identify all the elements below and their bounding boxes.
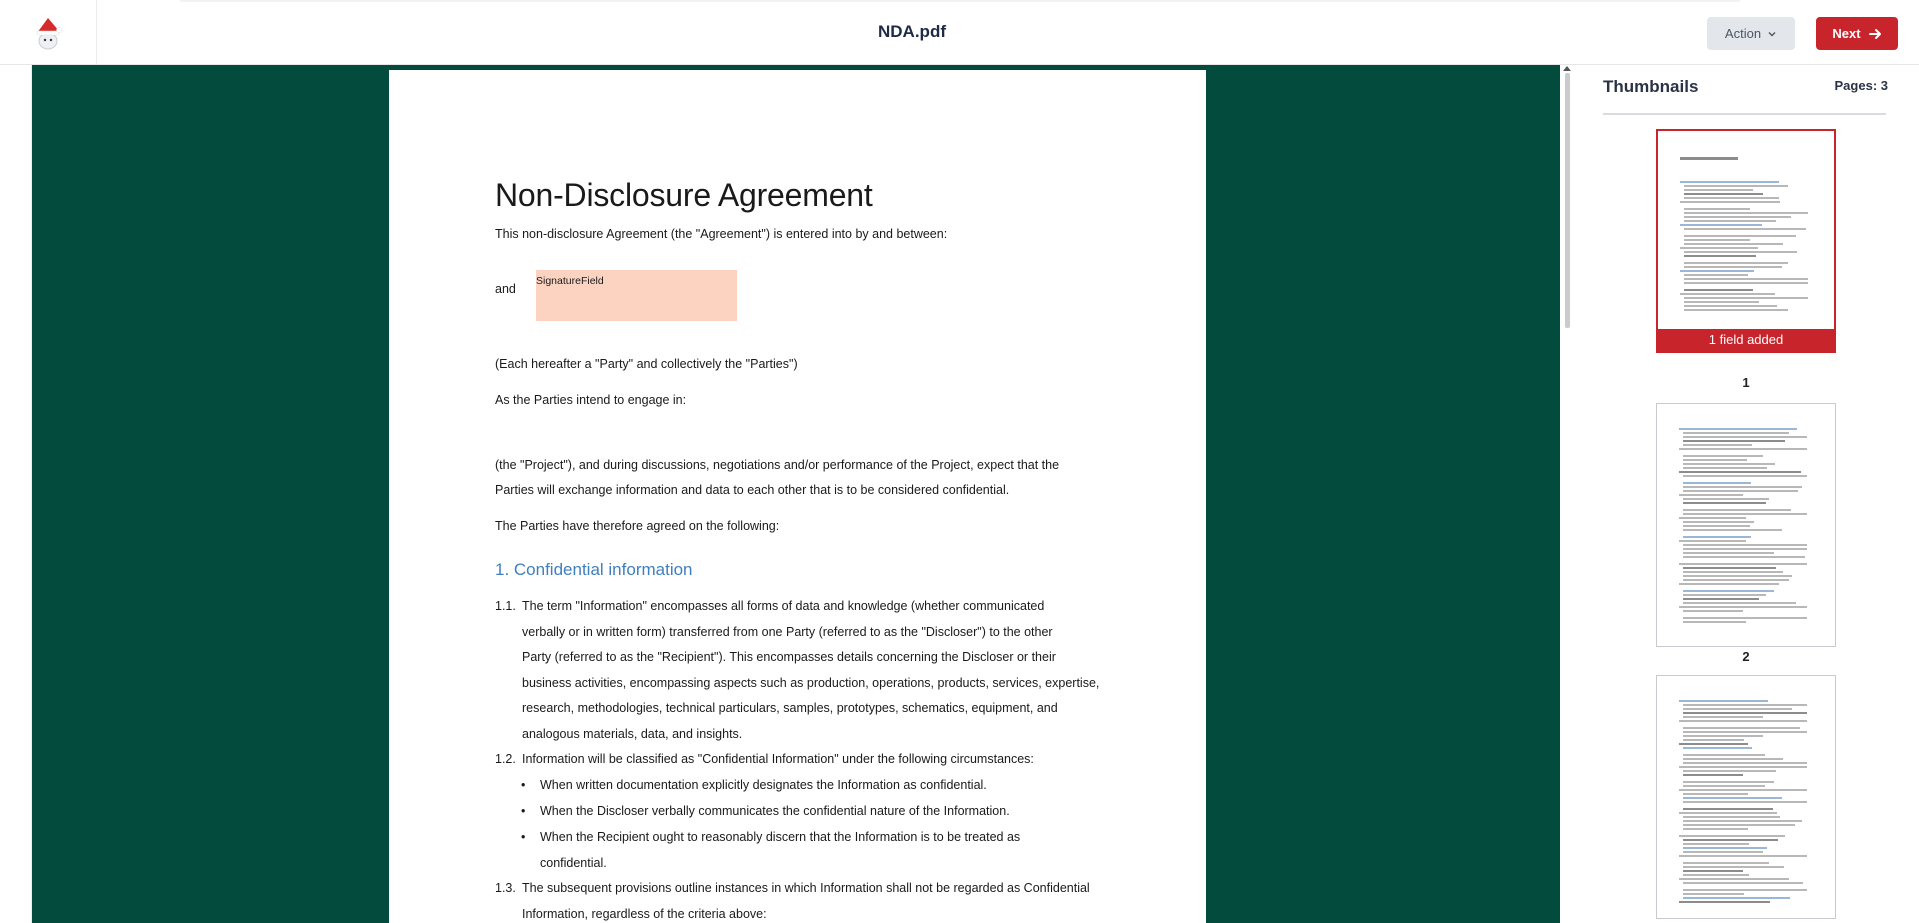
thumbnail-text-line — [1683, 727, 1800, 729]
thumbnail-text-line — [1683, 432, 1789, 434]
thumbnail-text-line — [1683, 444, 1752, 446]
thumbnail-text-line — [1683, 770, 1776, 772]
thumbnail-text-line — [1683, 758, 1783, 760]
thumbnail-text-line — [1683, 440, 1785, 442]
thumbnail-text-line — [1683, 716, 1763, 718]
page-count: Pages: 3 — [1834, 78, 1888, 93]
thumbnail-text-line — [1684, 228, 1806, 230]
thumbnail-text-line — [1679, 789, 1807, 791]
thumbnail-text-line — [1684, 289, 1753, 291]
thumbnail-text-line — [1684, 266, 1782, 268]
thumbnail-text-line — [1683, 847, 1767, 849]
thumbnail-text-line — [1679, 494, 1743, 496]
next-label: Next — [1832, 26, 1861, 41]
clause-1-1-line: The term "Information" encompasses all forms of data and knowledge (whether communicated — [522, 599, 1045, 613]
thumbnail-text-line — [1683, 735, 1763, 737]
thumbnail-text-line — [1683, 704, 1807, 706]
thumbnail-text-line — [1683, 816, 1780, 818]
thumbnail-text-line — [1679, 812, 1777, 814]
thumbnail-text-line — [1683, 548, 1807, 550]
bullet-dot: • — [521, 778, 526, 792]
thumbnail-text-line — [1683, 590, 1774, 592]
thumbnail-text-line — [1683, 874, 1749, 876]
thumbnail-text-line — [1683, 459, 1747, 461]
thumbnail-text-line — [1679, 583, 1779, 585]
thumbnail-text-line — [1684, 278, 1808, 280]
thumbnail-text-line — [1683, 843, 1749, 845]
thumbnail-text-line — [1683, 870, 1743, 872]
thumbnail-text-line — [1684, 282, 1808, 284]
left-gutter — [0, 65, 32, 923]
thumbnail-text-line — [1679, 835, 1785, 837]
section-heading-confidential: 1. Confidential information — [495, 560, 693, 579]
thumbnail-label: 1 — [1742, 375, 1750, 390]
clause-number: 1.2. — [495, 752, 516, 766]
thumbnail-text-line — [1683, 797, 1782, 799]
thumbnail-text-line — [1679, 471, 1801, 473]
thumbnail-text-line — [1684, 239, 1750, 241]
thumbnail-text-line — [1683, 893, 1744, 895]
arrow-right-icon — [1869, 28, 1882, 40]
thumbnail-text-line — [1680, 247, 1758, 249]
thumbnail-text-line — [1683, 502, 1766, 504]
thumbnail-text-line — [1683, 708, 1792, 710]
thumbnail-text-line — [1683, 762, 1807, 764]
thumbnail-text-line — [1679, 720, 1807, 722]
thumbnail-text-line — [1683, 754, 1765, 756]
clause-1-3-line: Information, regardless of the criteria above: — [522, 906, 767, 921]
thumbnail-text-line — [1684, 216, 1791, 218]
action-label: Action — [1724, 26, 1762, 41]
thumbnail-text-line — [1680, 224, 1762, 226]
thumbnail-text-line — [1684, 220, 1776, 222]
field-added-badge: 1 field added — [1658, 329, 1834, 351]
clause-1-1-line: analogous materials, data, and insights. — [522, 726, 743, 741]
thumbnail-text-line — [1680, 181, 1779, 183]
thumbnail-text-line — [1683, 820, 1802, 822]
thumbnail-text-line — [1683, 598, 1759, 600]
thumbnail-text-line — [1683, 513, 1807, 515]
next-button[interactable] — [1816, 17, 1898, 50]
thumbnail-text-line — [1683, 897, 1790, 899]
thumbnail-text-line — [1683, 781, 1774, 783]
clause-1-1-line: Party (referred to as the "Recipient"). This encompasses details concerning the Discloser or their — [522, 650, 1056, 664]
thumbnail-text-line — [1683, 467, 1767, 469]
chevron-down-icon — [1767, 29, 1777, 39]
clause-1-1-line: business activities, encompassing aspects such as production, operations, products, services, expertise, — [522, 675, 1100, 690]
thumbnail-text-line — [1683, 808, 1773, 810]
thumbnail-text-line — [1684, 301, 1759, 303]
thumbnail-text-line — [1684, 185, 1788, 187]
thumbnail-text-line — [1683, 567, 1776, 569]
thumbnail-text-line — [1683, 521, 1754, 523]
thumbnail-text-line — [1684, 208, 1750, 210]
thumbnail-text-line — [1683, 571, 1783, 573]
thumbnail-text-line — [1684, 309, 1788, 311]
thumbnail-text-line — [1683, 463, 1775, 465]
clause-1-2-bullet: When the Recipient ought to reasonably discern that the Information is to be treated as — [540, 830, 1021, 844]
thumbnail-text-line — [1683, 617, 1807, 619]
thumbnail-text-line — [1683, 712, 1807, 714]
thumbnail-text-line — [1683, 828, 1748, 830]
agreed-paragraph: The Parties have therefore agreed on the following: — [495, 519, 780, 533]
signature-field[interactable] — [536, 270, 737, 321]
clause-number: 1.1. — [495, 599, 516, 613]
document-viewer[interactable] — [32, 65, 1574, 923]
clause-1-2-bullet: When the Discloser verbally communicates the confidential nature of the Information. — [540, 804, 1010, 818]
thumbnail-text-line — [1684, 189, 1753, 191]
scroll-up-arrow-icon[interactable] — [1563, 66, 1571, 71]
project-line-1: (the "Project"), and during discussions, negotiations and/or performance of the Project, expect that the — [495, 458, 1060, 472]
thumbnail-label: 2 — [1742, 649, 1750, 664]
thumbnail-text-line — [1683, 575, 1792, 577]
parties-paragraph: (Each hereafter a "Party" and collectively the "Parties") — [495, 357, 798, 371]
thumbnail-text-line — [1683, 882, 1803, 884]
thumbnail-text-line — [1683, 436, 1807, 438]
thumbnail-text-line — [1683, 851, 1763, 853]
thumbnail-text-line — [1683, 486, 1802, 488]
thumbnail-text-line — [1679, 563, 1807, 565]
thumbnail-text-line — [1679, 517, 1746, 519]
thumbnail-page-3[interactable] — [1656, 675, 1836, 919]
thumbnail-text-line — [1683, 866, 1784, 868]
thumbnail-text-line — [1683, 498, 1769, 500]
thumbnail-text-line — [1683, 621, 1746, 623]
thumbnail-text-line — [1679, 448, 1807, 450]
thumbnail-text-line — [1683, 509, 1791, 511]
thumbnail-text-line — [1679, 606, 1807, 608]
thumbnail-text-line — [1683, 602, 1796, 604]
clause-1-2-bullet-cont: confidential. — [540, 855, 607, 870]
thumbnail-text-line — [1679, 901, 1770, 903]
thumbnail-text-line — [1684, 262, 1788, 264]
thumbnail-text-line — [1683, 455, 1763, 457]
thumbnail-text-line — [1679, 878, 1789, 880]
thumbnail-text-line — [1683, 536, 1751, 538]
thumbnail-text-line — [1683, 739, 1744, 741]
thumbnail-text-line — [1684, 305, 1777, 307]
signature-field-label: SignatureField — [536, 275, 604, 287]
thumbnail-text-line — [1683, 475, 1807, 477]
thumbnails-title: Thumbnails — [1603, 77, 1699, 96]
thumbnails-sidebar — [1574, 65, 1919, 923]
thumbnail-text-line — [1684, 243, 1783, 245]
project-line-2: Parties will exchange information and data to each other that is to be considered confidential. — [495, 483, 1010, 497]
thumbnail-text-line — [1680, 293, 1775, 295]
thumbnail-text-line — [1683, 579, 1789, 581]
thumbnail-text-line — [1683, 793, 1748, 795]
thumbnail-text-line — [1683, 529, 1782, 531]
thumbnail-text-line — [1684, 193, 1763, 195]
thumbnail-text-line — [1683, 525, 1750, 527]
and-label: and — [495, 282, 516, 296]
thumbnail-text-line — [1683, 774, 1743, 776]
thumbnail-text-line — [1684, 197, 1779, 199]
thumbnail-text-line — [1680, 201, 1780, 203]
intend-paragraph: As the Parties intend to engage in: — [495, 393, 687, 407]
thumbnail-page-2[interactable] — [1656, 403, 1836, 647]
thumbnail-text-line — [1679, 700, 1768, 702]
thumbnail-heading-line — [1680, 157, 1738, 160]
sidebar-divider — [1603, 113, 1886, 115]
thumbnail-text-line — [1683, 556, 1805, 558]
thumbnail-text-line — [1683, 552, 1774, 554]
clause-1-2-text: Information will be classified as "Confidential Information" under the following circumstances: — [522, 752, 1034, 766]
thumbnail-text-line — [1683, 785, 1765, 787]
intro-paragraph: This non-disclosure Agreement (the "Agreement") is entered into by and between: — [495, 227, 948, 241]
thumbnail-text-line — [1683, 862, 1769, 864]
thumbnail-text-line — [1683, 490, 1798, 492]
clause-1-3-line: The subsequent provisions outline instances in which Information shall not be regarded as Confidential — [522, 881, 1090, 895]
thumbnail-text-line — [1683, 839, 1778, 841]
action-dropdown-button[interactable] — [1707, 17, 1795, 50]
document-title: NDA.pdf — [878, 22, 946, 41]
thumbnail-text-line — [1684, 297, 1808, 299]
bullet-dot: • — [521, 830, 526, 844]
thumbnail-text-line — [1684, 274, 1748, 276]
scrollbar-thumb[interactable] — [1565, 73, 1570, 328]
bullet-dot: • — [521, 804, 526, 818]
clause-number: 1.3. — [495, 881, 516, 895]
clause-1-1-line: verbally or in written form) transferred from one Party (referred to as the "Discloser") to the other — [522, 624, 1053, 639]
thumbnail-text-line — [1683, 544, 1807, 546]
document-page-1[interactable] — [389, 70, 1206, 923]
thumbnail-text-line — [1679, 743, 1748, 745]
thumbnail-text-line — [1684, 212, 1808, 214]
thumbnail-text-line — [1683, 801, 1807, 803]
thumbnail-text-line — [1679, 766, 1807, 768]
thumbnail-text-line — [1683, 594, 1766, 596]
thumbnail-text-line — [1679, 855, 1807, 857]
viewer-scrollbar[interactable] — [1560, 65, 1574, 923]
thumbnail-text-line — [1683, 889, 1807, 891]
thumbnail-text-line — [1683, 610, 1743, 612]
thumbnail-text-line — [1684, 255, 1756, 257]
thumbnail-text-line — [1679, 540, 1746, 542]
header-top-strip — [180, 0, 1740, 2]
thumbnail-page-1[interactable] — [1656, 129, 1836, 353]
clause-1-1-line: research, methodologies, technical particulars, samples, prototypes, schematics, equipment, and — [522, 701, 1058, 715]
thumbnail-text-line — [1679, 428, 1797, 430]
thumbnail-text-line — [1683, 482, 1751, 484]
thumbnail-text-line — [1680, 270, 1754, 272]
document-heading: Non-Disclosure Agreement — [495, 177, 873, 213]
thumbnail-text-line — [1684, 251, 1797, 253]
thumbnail-text-line — [1683, 824, 1795, 826]
thumbnail-text-line — [1684, 235, 1796, 237]
clause-1-2-bullet: When written documentation explicitly designates the Information as confidential. — [540, 778, 987, 792]
app-header — [0, 0, 1919, 65]
thumbnail-text-line — [1683, 731, 1807, 733]
thumbnail-text-line — [1683, 747, 1752, 749]
